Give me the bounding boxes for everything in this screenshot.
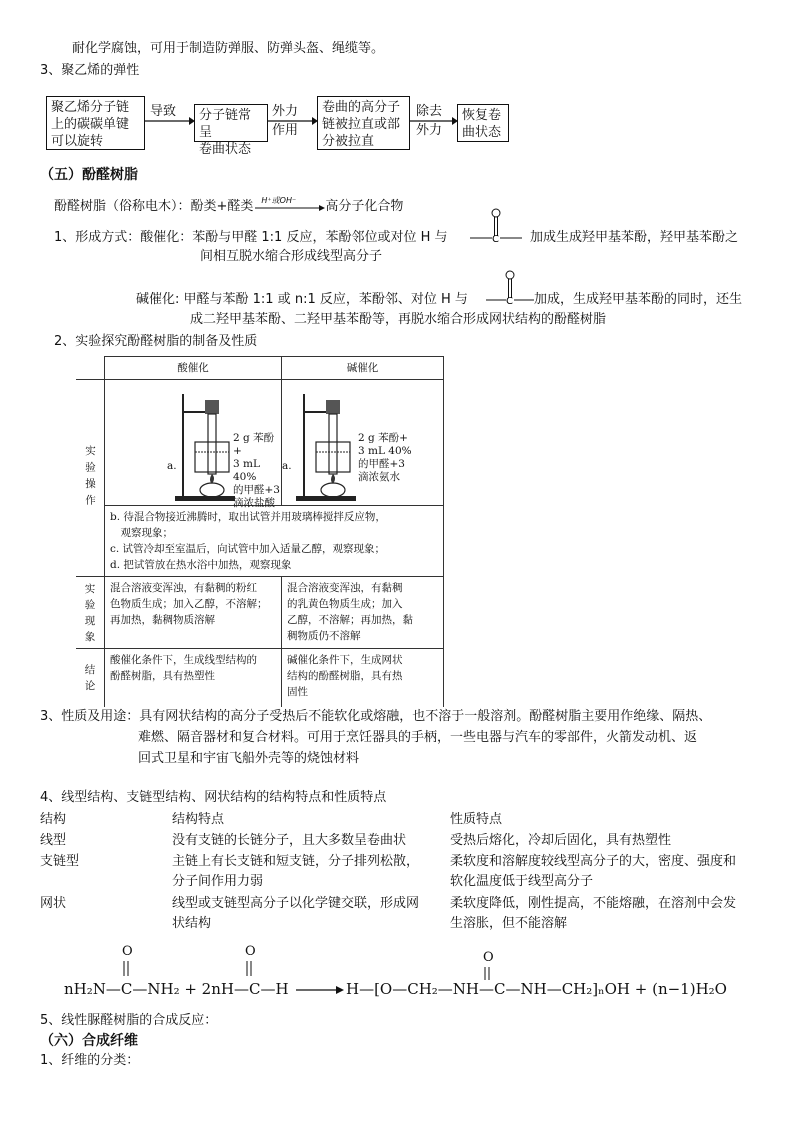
flow-box-4-line: 曲状态 [462, 125, 502, 140]
structure-row-feature: 线型或支链型高分子以化学键交联，形成网 [172, 896, 420, 911]
urea-equation [64, 942, 744, 1004]
base-phenomenon-line: 稠物质仍不溶解 [287, 630, 361, 642]
structure-row-name: 支链型 [40, 854, 80, 869]
structure-row-property: 柔软度和溶解度较线型高分子的大，密度、强度和 [450, 854, 737, 869]
acid-phenomenon-line: 混合溶液变浑浊，有黏稠的粉红 [110, 582, 257, 594]
flow-box-4 [457, 104, 509, 142]
base-reagent-line: 滴浓氨水 [358, 471, 400, 483]
flow-box-3 [317, 96, 410, 150]
structure-header-name: 结构 [40, 812, 67, 827]
base-conclusion-cell [282, 649, 444, 707]
definition-suffix: 高分子化合物 [325, 199, 404, 214]
properties-line1: 3、性质及用途：具有网状结构的高分子受热后不能软化或熔融，也不溶于一般溶剂。酚醛树脂主要用作绝缘、隔热、 [40, 709, 712, 724]
formation-acid-tail: 加成生成羟甲基苯酚，羟甲基苯酚之 [530, 230, 739, 245]
heading-synthetic-fiber: （六）合成纤维 [40, 1033, 138, 1049]
col-acid-header: 酸催化 [105, 357, 282, 380]
section3-title: 3、聚乙烯的弹性 [40, 63, 140, 78]
structure-title: 4、线型结构、支链型结构、网状结构的结构特点和性质特点 [40, 790, 387, 805]
base-conclusion-line: 固性 [287, 686, 308, 698]
svg-text:C: C [506, 296, 513, 306]
oxygen-label: O [483, 950, 494, 965]
base-reagent-line: 的甲醛+3 [358, 458, 405, 470]
flow-box-3-line: 链被拉直或部 [322, 117, 401, 132]
flow-arrow-1-label: 导致 [150, 104, 177, 119]
structure-header-feature: 结构特点 [172, 812, 225, 827]
flow-arrow-3-label-b: 外力 [416, 123, 443, 138]
structure-row-property: 生溶胀，但不能溶解 [450, 916, 568, 931]
step-line: 观察现象； [110, 527, 173, 539]
table-corner [76, 357, 105, 380]
row-operation-header: 实验操作 [76, 380, 105, 577]
base-phenomenon-line: 乙醇，不溶解；再加热，黏 [287, 614, 413, 626]
acid-phenomenon-cell [105, 577, 282, 649]
flow-arrow-3 [410, 116, 458, 126]
acid-reagent-line: 2 g 苯酚+ [233, 432, 275, 457]
structure-row-feature: 主链上有长支链和短支链，分子排列松散， [172, 854, 420, 869]
flow-box-1-line: 聚乙烯分子链 [51, 100, 130, 115]
base-reagent-line: 2 g 苯酚+ [358, 432, 408, 444]
step-line: c. 试管冷却至室温后，向试管中加入适量乙醇，观察现象； [110, 543, 386, 555]
flow-box-2 [194, 104, 268, 157]
flow-box-3-line: 分被拉直 [322, 134, 375, 149]
experiment-title: 2、实验探究酚醛树脂的制备及性质 [54, 334, 258, 349]
step-line: d. 把试管放在热水浴中加热，观察现象 [110, 559, 292, 571]
base-reagent-line: 3 mL 40% [358, 445, 412, 457]
step-a-label: a. [167, 460, 177, 472]
formation-base-line2: 成二羟甲基苯酚、二羟甲基苯酚等，再脱水缩合形成网状结构的酚醛树脂 [190, 312, 607, 327]
carbonyl-structure-icon [470, 206, 522, 244]
acid-reagent-line: 3 mL 40% [233, 458, 260, 483]
intro-line: 耐化学腐蚀，可用于制造防弹服、防弹头盔、绳缆等。 [72, 41, 385, 56]
formation-base-tail: 加成，生成羟甲基苯酚的同时，还生 [534, 292, 743, 307]
equation-products: H—[O—CH₂—NH—C—NH—CH₂]ₙOH + (n−1)H₂O [346, 980, 727, 998]
step-line: b. 待混合物接近沸腾时，取出试管并用玻璃棒搅拌反应物， [110, 511, 386, 523]
base-phenomenon-line: 混合溶液变浑浊，有黏稠 [287, 582, 403, 594]
flow-box-3-line: 卷曲的高分子 [322, 100, 401, 115]
flow-arrow-2-label-a: 外力 [272, 104, 299, 119]
structure-header-property: 性质特点 [450, 812, 503, 827]
acid-conclusion-cell [105, 649, 282, 707]
flow-box-2-line: 卷曲状态 [199, 142, 252, 157]
flow-box-1-line: 可以旋转 [51, 134, 104, 149]
acid-reagent-line: 滴浓盐酸 [233, 497, 275, 509]
flow-arrow-2 [268, 116, 318, 126]
acid-reagent-line: 的甲醛+3 [233, 484, 280, 496]
col-base-header: 碱催化 [282, 357, 444, 380]
structure-row-property: 受热后熔化，冷却后固化，具有热塑性 [450, 833, 672, 848]
base-conclusion-line: 结构的酚醛树脂，具有热 [287, 670, 403, 682]
base-conclusion-line: 碱催化条件下，生成网状 [287, 654, 403, 666]
reaction-condition: H⁺或OH⁻ [261, 196, 297, 205]
oxygen-label: O [122, 944, 133, 959]
flow-box-1 [46, 96, 145, 150]
structure-row-name: 网状 [40, 896, 67, 911]
flow-box-1-line: 上的碳碳单键 [51, 117, 130, 132]
definition-prefix: 酚醛树脂（俗称电木）：酚类+醛类 [54, 199, 254, 214]
structure-row-property: 柔软度降低，刚性提高，不能熔融，在溶剂中会发 [450, 896, 737, 911]
row-phenomenon-header: 实验现象 [76, 577, 105, 649]
step-a-label: a. [282, 460, 292, 472]
structure-row-feature: 没有支链的长链分子，且大多数呈卷曲状 [172, 833, 407, 848]
formation-acid-line1: 1、形成方式：酸催化：苯酚与甲醛 1:1 反应，苯酚邻位或对位 H 与 [54, 230, 448, 245]
flow-arrow-2-label-b: 作用 [272, 123, 299, 138]
flow-box-2-line: 分子链常呈 [199, 108, 252, 140]
experiment-table [76, 356, 444, 707]
structure-row-feature: 分子间作用力弱 [172, 874, 264, 889]
acid-apparatus-cell [105, 380, 282, 509]
formation-acid-line2: 间相互脱水缩合形成线型高分子 [200, 249, 383, 264]
heading-phenolic-resin: （五）酚醛树脂 [40, 167, 138, 183]
equation-reactants: nH₂N—C—NH₂ + 2nH—C—H [64, 980, 289, 998]
properties-line3: 回式卫星和宇宙飞船外壳等的烧蚀材料 [138, 751, 360, 766]
flow-arrow-3-label-a: 除去 [416, 104, 443, 119]
structure-row-property: 软化温度低于线型高分子 [450, 874, 594, 889]
base-phenomenon-cell [282, 577, 444, 649]
formation-base-line1: 碱催化: 甲醛与苯酚 1:1 或 n:1 反应，苯酚邻、对位 H 与 [136, 292, 468, 307]
flow-box-4-line: 恢复卷 [462, 108, 502, 123]
structure-row-name: 线型 [40, 833, 67, 848]
reaction-arrow [253, 198, 325, 216]
acid-conclusion-line: 酸催化条件下，生成线型结构的 [110, 654, 257, 666]
acid-phenomenon-line: 色物质生成；加入乙醇，不溶解； [110, 598, 268, 610]
base-apparatus-cell [282, 380, 444, 506]
base-phenomenon-line: 的乳黄色物质生成；加入 [287, 598, 403, 610]
flow-arrow-1 [145, 116, 195, 126]
oxygen-label: O [245, 944, 256, 959]
row-conclusion-header: 结论 [76, 649, 105, 707]
flask-apparatus-icon [296, 394, 366, 504]
urea-title: 5、线性脲醛树脂的合成反应： [40, 1013, 218, 1028]
fiber-title: 1、纤维的分类： [40, 1053, 140, 1068]
svg-text:C: C [492, 234, 499, 244]
structure-row-feature: 状结构 [172, 916, 212, 931]
properties-line2: 难燃、隔音器材和复合材料。可用于烹饪器具的手柄，一些电器与汽车的零部件，火箭发动机、返 [138, 730, 698, 745]
definition-line [54, 198, 403, 216]
carbonyl-structure-icon [486, 268, 534, 306]
steps-cell [105, 506, 444, 577]
acid-phenomenon-line: 再加热，黏稠物质溶解 [110, 614, 215, 626]
acid-conclusion-line: 酚醛树脂，具有热塑性 [110, 670, 215, 682]
